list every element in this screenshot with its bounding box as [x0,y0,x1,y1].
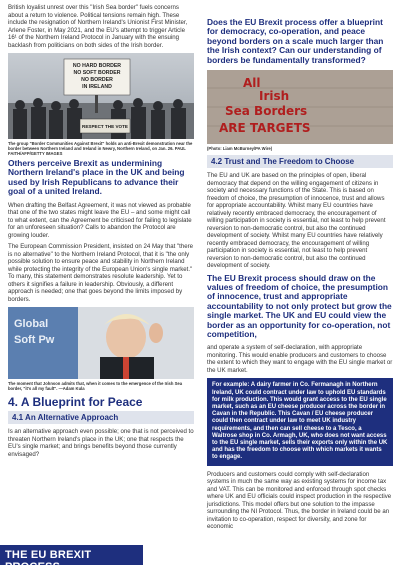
graffiti-word-are-targets: ARE TARGETS [219,121,311,136]
section-heading: 4. A Blueprint for Peace [8,395,143,410]
sign-line-3: NO BORDER [81,77,113,83]
graffiti-word-irish: Irish [259,89,290,104]
right-paragraph-3: Producers and customers could comply with self-declaration systems in much the same way as existing systems for income tax and VAT. This can be monitored and enforced through spot checks where UK and EU officials could inspect production in the respective jurisdictions. This model offers but one solution to the impasse surrounding the NI Protocol. Thus, the border in Ireland could be an invitation to co-operation, respect for diversity, and zone for economic [207,470,392,531]
graffiti-word-all: All [243,76,261,91]
left-paragraph-1: When drafting the Belfast Agreement, it was not viewed as probable that one of the two states might leave the EU – and some might call to what extent, can the Agreement be criticised for failing to legislate for an unforeseen situation? Calls to abandon the Protocol are growing louder. [8,201,192,239]
right-pull-heading-2: The EU Brexit process should draw on the values of freedom of choice, the presumption of innocence, trust and appropriate accountability to not only protect but grow the single market. The UK and EU could view the border as an opportunity for co-operation, not competition, [207,272,392,339]
footer-band [0,545,143,573]
graffiti-photo [207,70,393,144]
respect-banner-text: RESPECT THE VOTE [82,124,128,129]
johnson-photo [8,307,194,379]
right-paragraph-2: and operate a system of self-declaration, with appropriate monitoring. This would enable producers and customers to choose the extent to which they want to engage with the EU single market or the UK market. [207,344,393,374]
subsection-heading-4-1: 4.1 An Alternative Approach [8,411,194,424]
border-protest-photo [8,53,194,139]
right-column [207,4,393,535]
example-callout: For example: A dairy farmer in Co. Fermanagh in Northern Ireland, UK could contract under law to uphold EU standards for milk production. This would grant access to the EU single market, such as an EU cheese producer across the border in Cavan in the Republic. This Cavan / EU cheese producer could then contract under law to meet UK industry requirements, and then can sell cheese to a Tesco, a Waitrose shop in Co. Armagh, UK, who does not want access to the EU single market, sells their exports only within the UK and has the freedom to choose with which markets it wants to engage. [207,378,393,465]
photo1-caption: The group "Border Communities Against Brexit" holds an anti-Brexit demonstration near the border between Northern Ireland and Ireland in Newry, Northern Ireland, on Jan. 26. PAUL FAITH/AFP/GETTY IMAGES [8,141,193,156]
border-protest-illustration [8,53,194,139]
sign-line-1: NO HARD BORDER [72,63,122,69]
right-paragraph-1: The EU and UK are based on the principles of open, liberal democracy that depend on the willing engagement of citizens in society and necessary functions of the State. This is based on freedom of choice, the presumption of innocence, trust and allows for appropriate accountability. Whilst many EU countries have relatively recently embraced democracy, the encouragement of willing participation in society is essential, not least to help prevent reversion to non-democratic control, but also the continued development of society. Whilst many EU countries have relatively recently embraced democracy, the encouragement of willing participation in society is essential, not least to help prevent reversion to non-democratic control, but also the continued development of society. [207,172,386,270]
graffiti-word-sea-borders: Sea Borders [225,104,308,119]
subsection-heading-4-2: 4.2 Trust and The Freedom to Choose [207,155,393,168]
left-pull-heading: Others perceive Brexit as undermining Northern Ireland's place in the UK and being used by Irish Republicans to advance their goal of a united Ireland. [8,158,185,197]
graffiti-illustration [207,70,393,144]
left-paragraph-3: Is an alternative approach even possible; one that is not perceived to threaten Northern Ireland's place in the UK; one that respects the EU's single market; and brings benefits beyond those currently envisaged? [8,428,194,458]
backdrop-text-line-2: Soft Pw [14,334,55,347]
johnson-illustration [8,307,194,379]
footer-title: THE EU BREXIT PROCESS [5,549,92,573]
left-column [8,4,194,462]
photo2-caption: The moment that Johnson admits that, when it comes to the emergence of the Irish Sea border, "it's all my fault". —Adam Kula [8,381,183,392]
left-paragraph-2: The European Commission President, insisted on 24 May that "there is no alternative" to the Northern Ireland Protocol, that it is "the only possible solution to ensure peace and stability in Northern Ireland while protecting the integrity of the European Union's single market." To many, this statement demonstrates resolute leadership. Yet to others it signifies a failure in leadership. Obviously, a different approach is needed; one that goes beyond the limits imposed by borders. [8,243,194,303]
graffiti-caption: (Photo: Liam McBurney/PA Wire) [207,146,273,152]
right-pull-heading: Does the EU Brexit process offer a blueprint for democracy, co-operation, and peace beyond borders on a scale much larger than the Irish context? Can our understanding of borders be fundamentally transformed? [207,17,384,65]
intro-paragraph: British loyalist unrest over this "Irish Sea border" fuels concerns about a return to violence. Political tensions remain high. These include the resignation of Northern Ireland's Unionist First Minister, Arlene Foster, in May 2021, and the EU's attempt to trigger Article 16¹ of the Northern Ireland Protocol in January with the ensuing backlash from politicians on both sides of the Irish border. [8,4,188,49]
sign-line-4: IN IRELAND [82,84,112,90]
sign-line-2: NO SOFT BORDER [73,70,121,76]
backdrop-text-line-1: Global [14,318,49,331]
